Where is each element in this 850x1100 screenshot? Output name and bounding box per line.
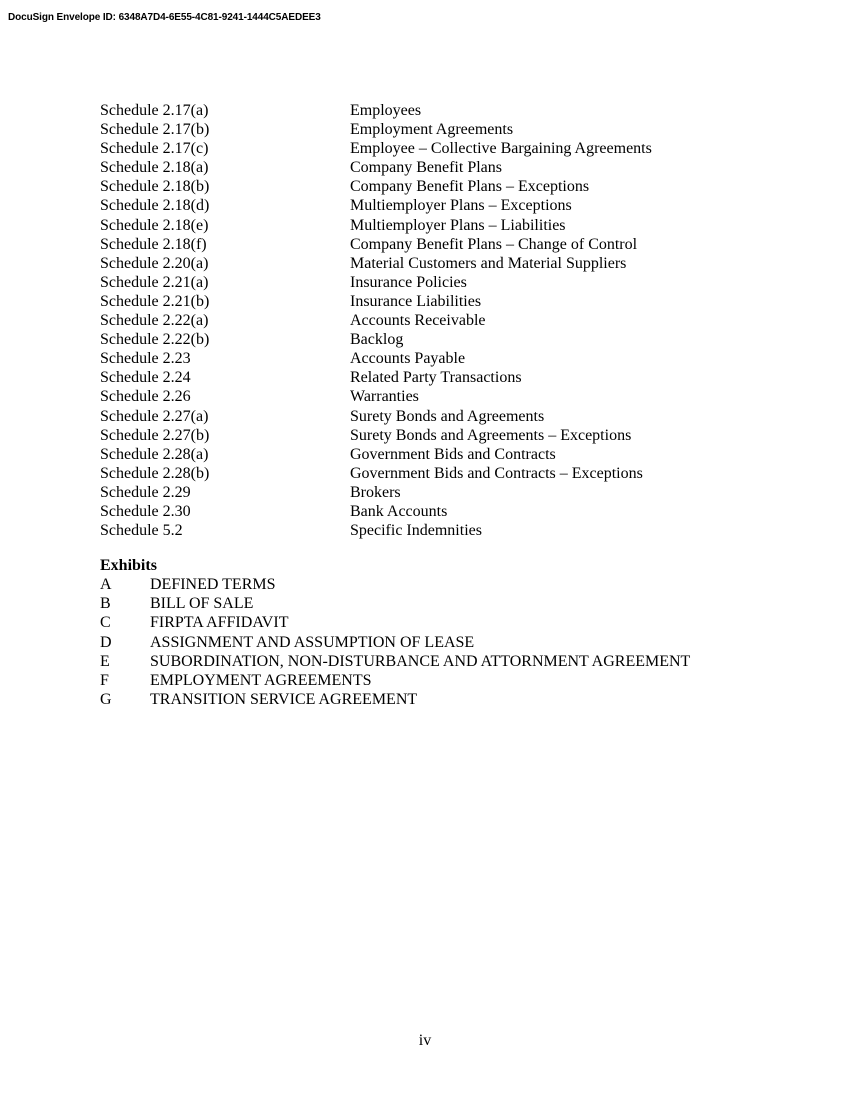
schedule-title: Bank Accounts <box>350 502 448 520</box>
schedule-number: Schedule 2.21(a) <box>100 273 209 291</box>
schedule-title: Insurance Policies <box>350 273 467 291</box>
exhibit-title: EMPLOYMENT AGREEMENTS <box>150 671 372 689</box>
exhibit-letter: G <box>100 690 112 708</box>
schedule-row <box>100 464 820 483</box>
exhibit-row <box>100 575 820 594</box>
docusign-envelope-id: DocuSign Envelope ID: 6348A7D4-6E55-4C81-9241-1444C5AEDEE3 <box>8 12 321 23</box>
schedule-number: Schedule 2.18(e) <box>100 216 209 234</box>
exhibit-title: SUBORDINATION, NON-DISTURBANCE AND ATTORNMENT AGREEMENT <box>150 652 691 670</box>
schedule-row <box>100 311 820 330</box>
exhibit-letter: C <box>100 614 111 632</box>
schedule-row <box>100 368 820 387</box>
schedule-number: Schedule 2.28(a) <box>100 445 209 463</box>
schedule-row <box>100 273 820 292</box>
exhibit-row <box>100 613 820 632</box>
schedule-title: Warranties <box>350 388 419 406</box>
schedule-title: Government Bids and Contracts – Exceptions <box>350 464 643 482</box>
schedule-title: Brokers <box>350 483 401 501</box>
exhibit-letter: F <box>100 671 109 689</box>
schedule-row <box>100 483 820 502</box>
schedule-row <box>100 292 820 311</box>
schedule-number: Schedule 2.23 <box>100 350 191 368</box>
schedule-number: Schedule 2.18(b) <box>100 178 210 196</box>
schedule-title: Insurance Liabilities <box>350 292 482 310</box>
exhibit-letter: D <box>100 633 112 651</box>
exhibit-row <box>100 633 820 652</box>
schedule-row <box>100 177 820 196</box>
schedule-title: Multiemployer Plans – Liabilities <box>350 216 566 234</box>
schedule-title: Company Benefit Plans <box>350 159 502 177</box>
document-body <box>100 101 820 709</box>
schedule-number: Schedule 2.18(d) <box>100 197 210 215</box>
schedule-row <box>100 196 820 215</box>
schedule-row <box>100 407 820 426</box>
schedule-number: Schedule 2.18(a) <box>100 159 209 177</box>
schedule-row <box>100 216 820 235</box>
exhibit-list <box>100 575 820 709</box>
exhibit-row <box>100 690 820 709</box>
schedule-list <box>100 101 820 540</box>
schedule-title: Employee – Collective Bargaining Agreements <box>350 140 652 158</box>
exhibit-title: TRANSITION SERVICE AGREEMENT <box>150 690 418 708</box>
schedule-number: Schedule 2.22(a) <box>100 312 209 330</box>
exhibit-title: ASSIGNMENT AND ASSUMPTION OF LEASE <box>150 633 475 651</box>
schedule-title: Company Benefit Plans – Change of Control <box>350 235 638 253</box>
schedule-title: Surety Bonds and Agreements <box>350 407 545 425</box>
exhibit-row <box>100 671 820 690</box>
schedule-row <box>100 330 820 349</box>
schedule-row <box>100 445 820 464</box>
exhibit-row <box>100 594 820 613</box>
schedule-number: Schedule 2.28(b) <box>100 464 210 482</box>
exhibit-title: FIRPTA AFFIDAVIT <box>150 614 289 632</box>
exhibit-letter: B <box>100 595 111 613</box>
schedule-row <box>100 158 820 177</box>
schedule-title: Employees <box>350 102 422 119</box>
schedule-row <box>100 235 820 254</box>
schedule-title: Company Benefit Plans – Exceptions <box>350 178 590 196</box>
schedule-number: Schedule 2.20(a) <box>100 254 209 272</box>
schedule-title: Related Party Transactions <box>350 369 522 387</box>
exhibits-heading: Exhibits <box>100 557 157 575</box>
schedule-title: Material Customers and Material Suppliers <box>350 254 627 272</box>
schedule-number: Schedule 2.26 <box>100 388 191 406</box>
schedule-row <box>100 426 820 445</box>
schedule-title: Accounts Payable <box>350 350 466 368</box>
schedule-title: Backlog <box>350 331 404 349</box>
schedule-number: Schedule 2.17(a) <box>100 102 209 119</box>
page-number: iv <box>418 1032 432 1049</box>
exhibit-letter: A <box>100 576 112 594</box>
schedule-number: Schedule 2.27(b) <box>100 426 210 444</box>
schedule-row <box>100 521 820 540</box>
exhibit-row <box>100 652 820 671</box>
schedule-number: Schedule 2.24 <box>100 369 191 387</box>
exhibit-title: BILL OF SALE <box>150 595 254 613</box>
schedule-row <box>100 387 820 406</box>
schedule-row <box>100 254 820 273</box>
schedule-number: Schedule 2.29 <box>100 483 191 501</box>
schedule-number: Schedule 2.18(f) <box>100 235 207 253</box>
schedule-row <box>100 139 820 158</box>
schedule-row <box>100 349 820 368</box>
schedule-number: Schedule 2.17(c) <box>100 140 209 158</box>
schedule-row <box>100 101 820 120</box>
schedule-number: Schedule 2.30 <box>100 502 191 520</box>
schedule-row <box>100 502 820 521</box>
schedule-number: Schedule 2.17(b) <box>100 121 210 139</box>
schedule-title: Accounts Receivable <box>350 312 486 330</box>
schedule-number: Schedule 5.2 <box>100 522 183 540</box>
exhibit-title: DEFINED TERMS <box>150 576 276 594</box>
exhibit-letter: E <box>100 652 110 670</box>
schedule-number: Schedule 2.21(b) <box>100 292 210 310</box>
schedule-title: Surety Bonds and Agreements – Exceptions <box>350 426 632 444</box>
schedule-title: Specific Indemnities <box>350 522 482 540</box>
schedule-title: Employment Agreements <box>350 121 514 139</box>
schedule-number: Schedule 2.27(a) <box>100 407 209 425</box>
schedule-number: Schedule 2.22(b) <box>100 331 210 349</box>
schedule-title: Government Bids and Contracts <box>350 445 556 463</box>
schedule-title: Multiemployer Plans – Exceptions <box>350 197 572 215</box>
schedule-row <box>100 120 820 139</box>
